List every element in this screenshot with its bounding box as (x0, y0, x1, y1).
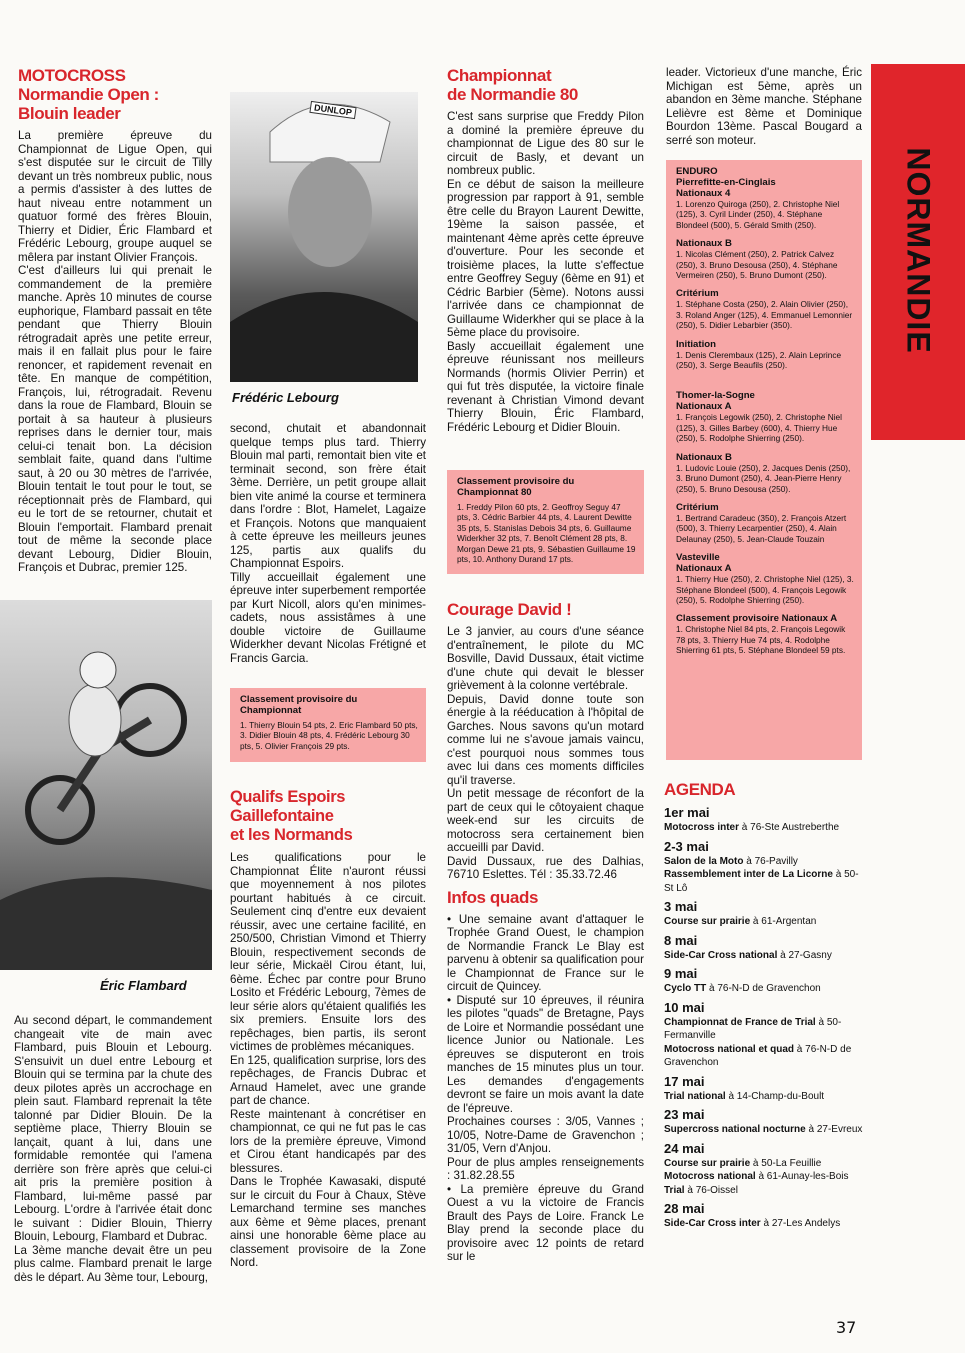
result-title: Initiation (676, 338, 716, 350)
box-text: 1. Thierry Blouin 54 pts, 2. Eric Flambard 50 pts, 3. Didier Blouin 48 pts, 4. Frédéric Lebourg 30 pts, 5. Olivier François 29 pts. (240, 720, 418, 751)
agenda-event-location: à 27-Les Andelys (760, 1218, 841, 1229)
column-2-lower (230, 788, 426, 1270)
result-text: 1. Denis Clerembaux (125), 2. Alain Leprince (250), 3. Serge Beaufils (250). (676, 349, 842, 371)
article-headline-courage-david: Courage David ! (447, 600, 572, 619)
article-headline-championnat-80 (447, 66, 644, 104)
section-tab-label: NORMANDIE (900, 147, 937, 354)
paragraph: Reste maintenant à concrétiser en championnat, ce qui ne fut pas le cas lors de la première épreuve, Vimond et Cirou étant handicapés par des blessures. (230, 1107, 426, 1175)
result-block (676, 502, 854, 544)
motocross-rider-illustration (0, 600, 212, 970)
box-text: 1. Freddy Pilon 60 pts, 2. Geoffroy Seguy 47 pts, 3. Cédric Barbier 44 pts, 4. Laurent Dewitte 35 pts, 5. Stanislas Debois 34 pts, 6. Guillaume Widerkher 32 pts, 7. Benoît Clément 28 pts, 8. Morgan Dewe 21 pts, 9. Sébastien Guillaume 19 pts, 10. Anthony Durand 17 pts. (457, 502, 636, 565)
result-block (676, 390, 854, 443)
agenda-event-location: à 76-Ste Austreberthe (739, 822, 840, 833)
article-headline-motocross (18, 66, 212, 123)
agenda-event-location: à 50-La Feuillie (750, 1157, 822, 1169)
headline-line: Normandie Open : (18, 85, 159, 104)
result-title: ENDURO (676, 166, 718, 177)
agenda-event-title: Supercross national nocturne (664, 1124, 806, 1135)
paragraph: La première épreuve du Championnat de Ligue Open, qui s'est disputée sur le circuit de Tilly devant un très nombreux public, nous a permis d'assister à des luttes de haut niveau entre notamment un quatuor formé des frères Blouin, Thierry et Didier, Éric Flambard et Frédéric Lebourg, groupe auquel se mêlera par instant Olivier François. (18, 129, 212, 264)
standings-box (230, 688, 426, 762)
agenda-event-location: à 76-N-D de Gravenchon (706, 983, 821, 994)
result-title: Pierrefitte-en-Cinglais (676, 177, 776, 188)
column-1-continued (14, 1014, 212, 1284)
agenda-event (664, 915, 864, 929)
agenda-event-title: Side-Car Cross inter (664, 1218, 761, 1229)
agenda-date: 9 mai (664, 966, 698, 981)
agenda-event (664, 1043, 864, 1070)
headline-line: Gaillefontaine (230, 807, 334, 825)
headline-line: Championnat (447, 66, 552, 85)
paragraph: Dans le Trophée Kawasaki, disputé sur le circuit du Four à Chaux, Stève Lemarchand termine ses manches aux 6ème et 9ème places, prenant ainsi une honorable 6ème place au classement provisoire de la Zone Nord. (230, 1175, 426, 1269)
paragraph: Les qualifications pour le Championnat Élite n'auront réussi que moyennement à nos pilotes pourtant habitués à ce circuit. Seulement cinq d'entre eux devaient réussir, avec une certaine facilité, en 250/500, Christian Vimond et Thierry Blouin, respectivement seconds de leur série, Mickaël Cirou étant, lui, 6ème. Échec par contre pour Bruno Losito et Frédéric Lebourg, 7èmes de leur série alors qu'étaient qualifiés les six premiers. Ensuite lors des repêchages, bien partis, ils seront victimes de problèmes mécaniques. (230, 851, 426, 1053)
result-text: 1. Bertrand Caradeuc (350), 2. François Atzert (500), 3. Thierry Lecarpentier (250), 4. Alain Delaunay (250), 5. Jean-Claude Touzain (676, 512, 847, 544)
article-headline-infos-quads: Infos quads (447, 887, 538, 907)
result-block (676, 238, 854, 280)
agenda-event (664, 1123, 864, 1137)
rider-portrait-illustration (230, 92, 418, 382)
result-text: 1. Ludovic Louie (250), 2. Jacques Denis (250), 3. Bruno Dumont (250), 4. Jean-Pierre Henry (250), 5. Bruno Desousa (250). (676, 462, 851, 494)
paragraph: Depuis, David donne toute son énergie à la rééducation à l'hôpital de Garches. Nous savons qu'un motard comme lui ne s'avoue jamais vaincu, c'est pourquoi nous sommes tous avec lui dans ces moments difficiles qu'il traverse. (447, 692, 644, 787)
agenda-date: 10 mai (664, 999, 705, 1015)
agenda-event (664, 868, 864, 895)
agenda-date: 17 mai (664, 1073, 705, 1089)
paragraph: C'est d'ailleurs lui qui prenait le commandement de la première manche. Après 10 minutes de course euphorique, Flambard passait en tête pendant que Thierry Blouin rétrogradait après une petite erreur, mais il en fallait plus pour le faire renoncer, et rapidement revenait en tête. En manque de compétition, François, lui, rétrogradait. Revenu dans la roue de Flambard, Blouin se portait à sa hauteur à plusieurs reprises dans le dernier tour, mais celui-ci tenait bon. La décision semblait faite, quand dans l'ultime saut, à 20 ou 30 mètres de l'arrivée, Blouin tentait le tout pour le tout, se réceptionnait près de Flambard, qui eu le tort de se retourner, chutait et Blouin l'emportait. Flambard prenait tout de même la seconde place devant Lebourg, Didier Blouin, François et Dubrac, premier 125. (18, 264, 212, 574)
agenda-event (664, 1016, 864, 1043)
result-title: Thomer-la-Sogne (676, 390, 755, 402)
paragraph: leader. Victorieux d'une manche, Éric Michigan est 5ème, après un abandon en 3ème manche. Stéphane Lelièvre est 8ème et Dominique Bourdon 13ème. Pascal Bougard a serré son moteur. (666, 66, 862, 147)
agenda-event-location: à 76-Pavilly (743, 855, 798, 867)
paragraph: Basly accueillait également une épreuve réunissant nos meilleurs Normands (hormis Olivier Perrin) et qui fut très disputée, la victoire finale revenant à Christian Vimond devant Thierry Blouin, Éric Flambard, Frédéric Lebourg et Didier Blouin. (447, 339, 644, 434)
agenda-event-title: Cyclo TT (664, 983, 707, 994)
agenda-event-title: Course sur prairie (664, 1157, 751, 1169)
headline-line: et les Normands (230, 826, 353, 844)
paragraph: Au second départ, le commandement changeait vite de main avec Flambard, puis Blouin et Lebourg. S'ensuivit un duel entre Lebourg et Blouin qui se termina par la chute des deux pilotes après un accrochage en plein saut. Flambard reprenait la tête talonné par Didier Blouin. De la septième place, Thierry Blouin se lançait, quant à lui, dans une formidable remontée qui l'amena derrière son frère après que celui-ci ait pris la première position à Flambard, lui-même passé par Lebourg. L'ordre à l'arrivée était donc le suivant : Didier Blouin, Thierry Blouin, Lebourg, Flambard et Dubrac. (14, 1014, 212, 1243)
agenda-date: 3 mai (664, 899, 698, 914)
headline-line: de Normandie 80 (447, 85, 578, 104)
result-title: Nationaux B (676, 451, 732, 463)
agenda-event-title: Trial national (664, 1090, 726, 1102)
agenda-date: 24 mai (664, 1140, 705, 1156)
headline-line: MOTOCROSS (18, 66, 126, 85)
box-title: Classement provisoire du Championnat (240, 694, 358, 716)
paragraph: En 125, qualification surprise, lors des repêchages, de Francis Dubrac et Arnaud Hamelet, avec une grande part de chance. (230, 1053, 426, 1107)
agenda-event-title: Motocross national et quad (664, 1043, 795, 1055)
agenda-event (664, 821, 864, 835)
result-title: Critérium (676, 501, 719, 513)
section-tab (871, 64, 965, 440)
result-block (676, 166, 854, 230)
paragraph: second, chutait et abandonnait quelque temps plus tard. Thierry Blouin mal parti, remontait bien vite et terminait second, son frère était 3ème. Derrière, un petit groupe allait bien vite animé la course et terminera dans l'ordre : Blot, Hamelet, Lagaize et François. Notons que manquaient à cette épreuve les meilleurs jeunes 125, partis aux qualifs du Championnat Espoirs. (230, 422, 426, 570)
agenda-event-location: à 50-Fermanville (664, 1016, 842, 1041)
agenda-event-location: à 14-Champ-du-Boult (725, 1090, 825, 1102)
column-1 (18, 66, 212, 575)
result-block (676, 552, 854, 605)
agenda-event (664, 1217, 864, 1231)
result-text: 1. Lorenzo Quiroga (250), 2. Christophe Niel (125), 3. Cyril Linder (250), 4. Stéphane Blondeel (500), 5. Gérald Smith (250). (676, 199, 840, 230)
paragraph: • Une semaine avant d'attaquer le Trophée Grand Ouest, le champion de Normandie Franck Le Blay est parvenu à obtenir sa qualification pour le Championnat de France sur le circuit de Quincey. (447, 912, 644, 993)
result-title: Vasteville (676, 552, 720, 564)
result-text: 1. Thierry Hue (250), 2. Christophe Niel (125), 3. Stéphane Blondeel (500), 4. François Legowik (250), 5. Rodolphe Shierring (250). (676, 574, 854, 605)
paragraph: Un petit message de réconfort de la part de ceux qui le côtoyaient chaque week-end sur les circuits de motocross sera certainement bien accueilli par David. (447, 787, 644, 854)
paragraph: En ce début de saison la meilleure progression par rapport à 91, semble être celle du Brayon Laurent Dewitte, 19ème la saison passée, et maintenant 4ème après cette épreuve d'ouverture. Pour les seconde et troisième places, la lutte s'effectue entre Geoffrey Seguy (6ème en 91) et Cédric Barbier (5ème). Notons aussi l'arrivée dans ce championnat de Guillaume Widerkher qui se place à la 5ème place du provisoire. (447, 177, 644, 339)
agenda-event-title: Motocross national (664, 1171, 756, 1182)
result-title: Nationaux A (676, 401, 732, 413)
agenda-event (664, 855, 864, 869)
agenda-event-location: à 76-N-D de Gravenchon (664, 1043, 852, 1068)
result-title: Classement provisoire Nationaux A (676, 613, 838, 625)
article-headline-qualifs (230, 788, 426, 845)
result-block (676, 288, 854, 330)
agenda-event (664, 982, 864, 996)
agenda (664, 780, 864, 1231)
paragraph: La 3ème manche devait être un peu plus calme. Flambard prenait le large dès le départ. Au 3ème tour, Lebourg, (14, 1243, 212, 1284)
agenda-event-location: à 50-St Lô (664, 869, 859, 894)
agenda-headline: AGENDA (664, 780, 736, 799)
photo-caption: Frédéric Lebourg (232, 390, 339, 405)
result-title: Critérium (676, 288, 719, 300)
box-title: Classement provisoire du Championnat 80 (457, 476, 575, 498)
result-title: Nationaux B (676, 238, 732, 250)
result-text: 1. Nicolas Clément (250), 2. Patrick Calvez (250), 3. Bruno Desousa (250), 4. Stéphane Vermeiren (250), 5. Bruno Dumont (250). (676, 249, 838, 281)
result-text: 1. Christophe Niel 84 pts, 2. François Legowik 78 pts, 3. Thierry Hue 74 pts, 4. Rodolphe Shierring 61 pts, 5. Stéphane Blondeel 59 pts. (676, 624, 846, 656)
results-box (666, 160, 862, 760)
agenda-event-title: Rassemblement inter de La Licorne (664, 869, 833, 880)
paragraph: Tilly accueillait également une épreuve inter superbement remportée par Kurt Nicoll, alors qu'en minimes-cadets, nous assistâmes à une double victoire de Guillaume Widerkher devant Nicolas Frétigné et Francis Garcia. (230, 570, 426, 665)
column-2 (230, 422, 426, 665)
result-block (676, 613, 854, 655)
agenda-event (664, 1170, 864, 1184)
result-block (676, 452, 854, 494)
agenda-list (664, 805, 864, 1231)
agenda-event-title: Trial (664, 1184, 685, 1196)
agenda-event-title: Championnat de France de Trial (664, 1016, 816, 1028)
photo-frederic-lebourg (230, 92, 418, 382)
agenda-date: 8 mai (664, 932, 698, 948)
agenda-event-location: à 61-Argentan (750, 916, 817, 927)
agenda-event-title: Salon de la Moto (664, 855, 744, 867)
result-title: Nationaux A (676, 563, 732, 575)
agenda-event-title: Course sur prairie (664, 916, 751, 927)
agenda-event-location: à 61-Aunay-les-Bois (755, 1171, 849, 1182)
paragraph: Le 3 janvier, au cours d'une séance d'entraînement, le pilote du MC Bosville, David Dussaux, était victime d'une chute qui devait le blesser grièvement à la colonne vertébrale. (447, 625, 644, 692)
result-block (676, 339, 854, 371)
headline-line: Qualifs Espoirs (230, 788, 346, 806)
agenda-event (664, 1157, 864, 1171)
standings-box-80 (447, 470, 644, 574)
agenda-date: 23 mai (664, 1107, 705, 1122)
agenda-event-location: à 27-Evreux (805, 1124, 863, 1135)
paragraph: Pour de plus amples renseignements : 31.82.28.55 (447, 1155, 644, 1182)
column-4 (666, 66, 862, 147)
paragraph: • La première épreuve du Grand Ouest a vu la victoire de Francis Brault des Pays de Loire. Franck Le Blay prend la seconde place du provisoire avec 12 points de retard sur le (447, 1182, 644, 1263)
agenda-event-title: Motocross inter (664, 822, 740, 833)
result-text: 1. Stéphane Costa (250), 2. Alain Olivier (250), 3. Roland Anger (125), 4. Emmanuel Lemonnier (250), 5. Didier Lebarbier (350). (676, 299, 853, 331)
agenda-event (664, 1184, 864, 1198)
photo-caption: Éric Flambard (100, 978, 187, 993)
paragraph: C'est sans surprise que Freddy Pilon a dominé la première épreuve du championnat de Ligue des 80 sur le circuit de Basly, et devant un nombreux public. (447, 110, 644, 177)
agenda-event-location: à 76-Oissel (684, 1184, 738, 1196)
paragraph: David Dussaux, rue des Dalhias, 76710 Eslettes. Tél : 35.33.72.46 (447, 854, 644, 881)
agenda-date: 1er mai (664, 805, 710, 820)
column-3-lower (447, 600, 644, 1264)
agenda-event-location: à 27-Gasny (777, 949, 832, 961)
page-number: 37 (836, 1318, 857, 1337)
agenda-event-title: Side-Car Cross national (664, 949, 778, 961)
result-title: Nationaux 4 (676, 188, 731, 199)
agenda-event (664, 949, 864, 963)
agenda-event (664, 1090, 864, 1104)
photo-eric-flambard (0, 600, 212, 970)
headline-line: Blouin leader (18, 104, 121, 123)
result-text: 1. François Legowik (250), 2. Christophe Niel (125), 3. Gilles Barbey (600), 4. Thierry Hue (250), 5. Rodolphe Shierring (250). (676, 412, 843, 444)
agenda-date: 2-3 mai (664, 838, 709, 854)
paragraph: • Disputé sur 10 épreuves, il réunira les pilotes "quads" de Bretagne, Pays de Loire et Normandie possédant une licence Junior ou Nationale. Les épreuves se disputeront en trois manches de 15 minutes plus un tour. Les demandes d'engagements devront se faire un mois avant la date de l'épreuve. (447, 993, 644, 1115)
paragraph: Prochaines courses : 3/05, Vannes ; 10/05, Notre-Dame de Gravenchon ; 31/05, Vern d'Anjou. (447, 1115, 644, 1155)
agenda-date: 28 mai (664, 1201, 705, 1216)
column-3 (447, 66, 644, 434)
helmet-logo: DUNLOP (309, 101, 356, 119)
